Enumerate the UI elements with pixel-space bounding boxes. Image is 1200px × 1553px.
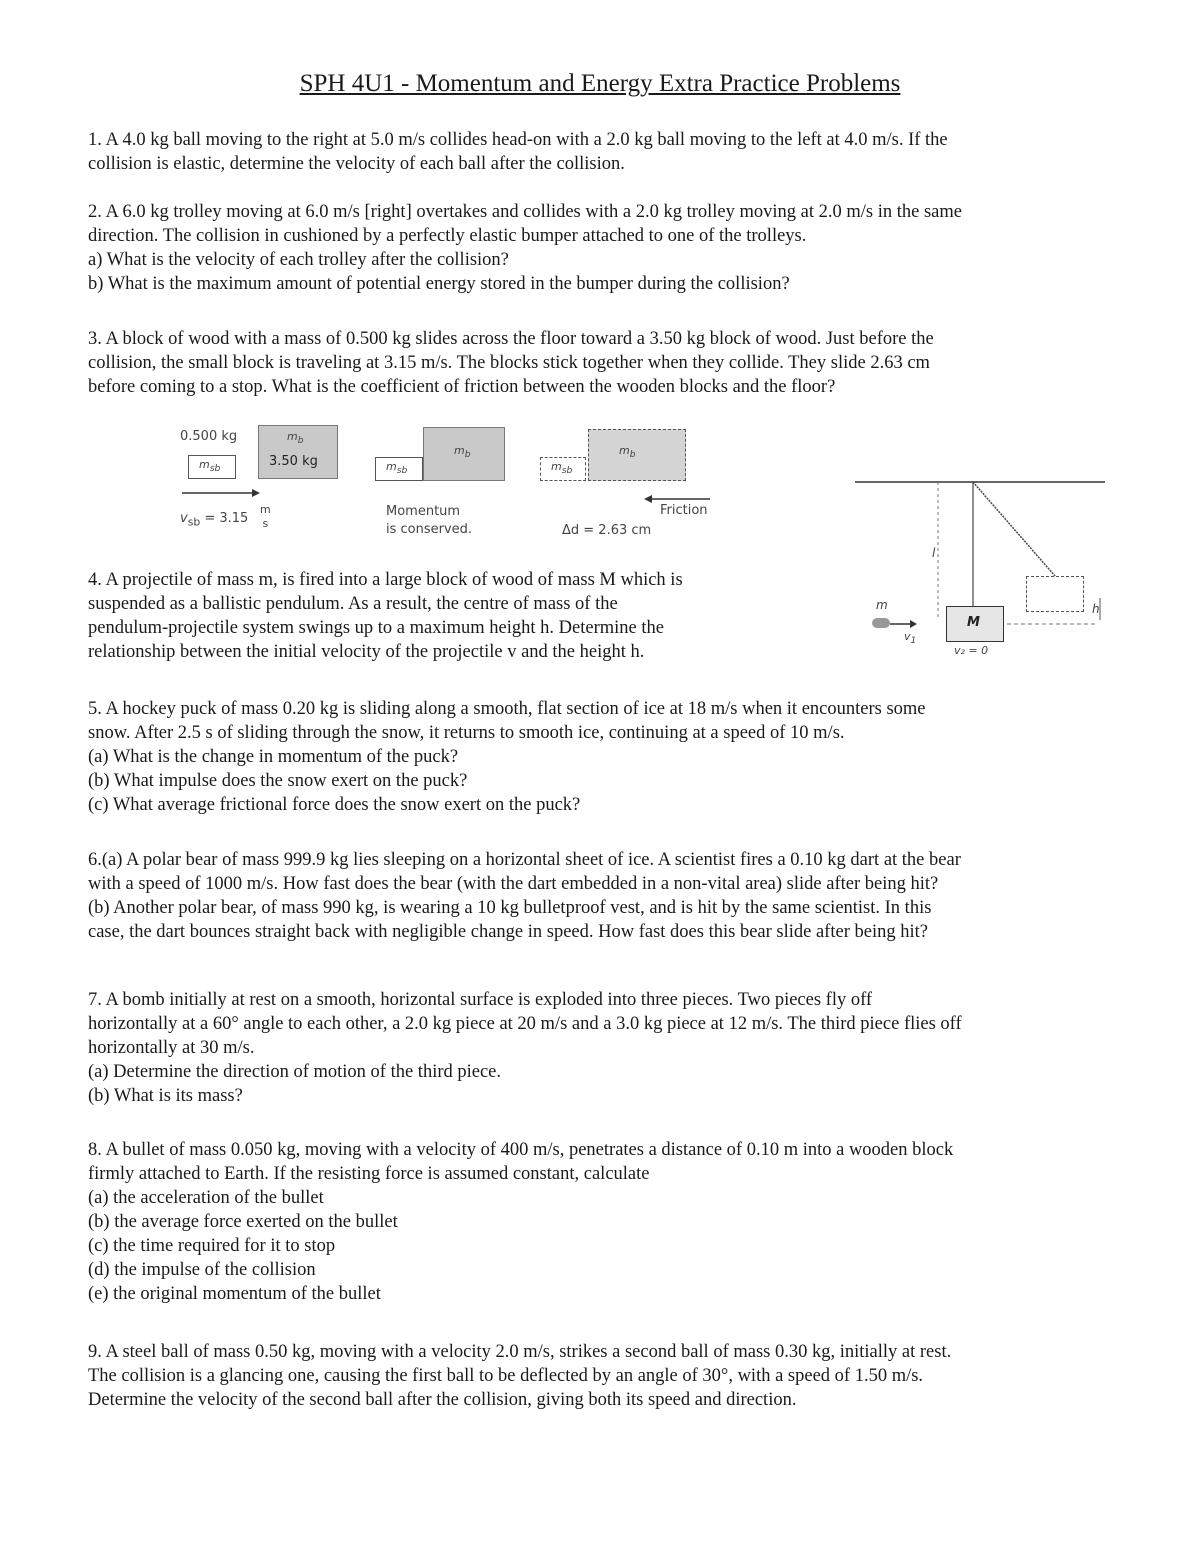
v2-label: v₂ = 0 — [954, 644, 989, 657]
problem-5-line: (a) What is the change in momentum of the puck? — [88, 747, 459, 767]
friction-arrowhead — [644, 495, 652, 503]
swung-string — [973, 482, 1055, 576]
ballistic-pendulum-diagram — [850, 470, 1110, 670]
length-label: l — [932, 546, 936, 560]
problem-6-line: 6.(a) A polar bear of mass 999.9 kg lies sleeping on a horizontal sheet of ice. A scientist fires a 0.10 kg dart at the bear — [88, 850, 961, 870]
problem-4-line: suspended as a ballistic pendulum. As a result, the centre of mass of the — [88, 594, 618, 614]
page-title: SPH 4U1 - Momentum and Energy Extra Practice Problems — [299, 70, 901, 97]
velocity-label: $v_{sb} = 3.15$ — [180, 511, 249, 529]
problem-4-line: relationship between the initial velocity of the projectile v and the height h. — [88, 642, 645, 662]
collision-diagram — [160, 415, 740, 555]
big-mass-m-label: M — [967, 615, 980, 630]
problem-9 — [88, 1340, 1128, 1412]
friction-label: Friction — [660, 503, 708, 518]
problem-8-line: firmly attached to Earth. If the resisting force is assumed constant, calculate — [88, 1164, 650, 1184]
problem-7-line: horizontally at a 60° angle to each other, a 2.0 kg piece at 20 m/s and a 3.0 kg piece at 12 m/s. The third piece flies off — [88, 1014, 962, 1034]
pendulum-block — [946, 606, 1004, 642]
problem-7-line: (b) What is its mass? — [88, 1086, 243, 1106]
problem-2 — [88, 200, 1128, 296]
small-mass-m-label: m — [876, 598, 888, 612]
problem-1 — [88, 128, 1128, 176]
small-block-label: $m_{sb}$ — [199, 458, 221, 475]
big-mass-label: 3.50 kg — [269, 454, 318, 469]
problem-8-line: (e) the original momentum of the bullet — [88, 1284, 381, 1304]
problem-3-line: before coming to a stop. What is the coefficient of friction between the wooden blocks and the floor? — [88, 377, 836, 397]
problem-2-line: b) What is the maximum amount of potential energy stored in the bumper during the collision? — [88, 274, 790, 294]
problem-6 — [88, 848, 1128, 944]
height-label: h — [1092, 602, 1100, 616]
problem-5-line: snow. After 2.5 s of sliding through the snow, it returns to smooth ice, continuing at a speed of 10 m/s. — [88, 723, 845, 743]
problem-6-line: case, the dart bounces straight back with negligible change in speed. How fast does this bear slide after being hit? — [88, 922, 928, 942]
problem-3-line: 3. A block of wood with a mass of 0.500 kg slides across the floor toward a 3.50 kg block of wood. Just before the — [88, 329, 934, 349]
pendulum-block-raised — [1026, 576, 1084, 612]
problem-7-line: 7. A bomb initially at rest on a smooth, horizontal surface is exploded into three pieces. Two pieces fly off — [88, 990, 873, 1010]
problem-1-line: 1. A 4.0 kg ball moving to the right at 5.0 m/s collides head-on with a 2.0 kg ball moving to the left at 4.0 m/s. If the — [88, 130, 948, 150]
distance-label: Δd = 2.63 cm — [562, 523, 652, 538]
momentum-label: Momentum is conserved. — [386, 504, 473, 537]
problem-7-line: (a) Determine the direction of motion of the third piece. — [88, 1062, 502, 1082]
problem-2-line: a) What is the velocity of each trolley after the collision? — [88, 250, 509, 270]
projectile-arrowhead — [910, 620, 917, 628]
problem-9-line: 9. A steel ball of mass 0.50 kg, moving with a velocity 2.0 m/s, strikes a second ball of mass 0.30 kg, initially at rest. — [88, 1342, 952, 1362]
problem-7-line: horizontally at 30 m/s. — [88, 1038, 255, 1058]
problem-2-line: direction. The collision in cushioned by a perfectly elastic bumper attached to one of the trolleys. — [88, 226, 807, 246]
problem-5-line: (c) What average frictional force does the snow exert on the puck? — [88, 795, 581, 815]
problem-8 — [88, 1138, 1128, 1306]
problem-8-line: (b) the average force exerted on the bullet — [88, 1212, 398, 1232]
velocity-arrowhead — [252, 489, 260, 497]
problem-4-line: pendulum-projectile system swings up to a maximum height h. Determine the — [88, 618, 664, 638]
v1-label: $v_1$ — [904, 630, 917, 647]
big-block-label: $m_b$ — [454, 444, 471, 461]
problem-3 — [88, 327, 1128, 399]
small-block-label: $m_{sb}$ — [551, 460, 573, 477]
problem-7 — [88, 988, 1128, 1108]
problem-2-line: 2. A 6.0 kg trolley moving at 6.0 m/s [right] overtakes and collides with a 2.0 kg trolley moving at 2.0 m/s in the same — [88, 202, 962, 222]
problem-9-line: Determine the velocity of the second ball after the collision, giving both its speed and direction. — [88, 1390, 797, 1410]
small-block-label: $m_{sb}$ — [386, 460, 408, 477]
problem-6-line: (b) Another polar bear, of mass 990 kg, is wearing a 10 kg bulletproof vest, and is hit by the same scientist. In this — [88, 898, 932, 918]
projectile — [872, 618, 890, 628]
problem-6-line: with a speed of 1000 m/s. How fast does the bear (with the dart embedded in a non-vital area) slide after being hit? — [88, 874, 939, 894]
small-mass-label: 0.500 kg — [180, 429, 238, 444]
problem-8-line: (a) the acceleration of the bullet — [88, 1188, 324, 1208]
problem-5-line: (b) What impulse does the snow exert on the puck? — [88, 771, 468, 791]
velocity-unit: m s — [260, 503, 271, 530]
problem-8-line: (d) the impulse of the collision — [88, 1260, 316, 1280]
big-block-label: $m_b$ — [619, 444, 636, 461]
problem-8-line: (c) the time required for it to stop — [88, 1236, 336, 1256]
problem-8-line: 8. A bullet of mass 0.050 kg, moving with a velocity of 400 m/s, penetrates a distance of 0.10 m into a wooden block — [88, 1140, 954, 1160]
problem-3-line: collision, the small block is traveling at 3.15 m/s. The blocks stick together when they collide. They slide 2.63 cm — [88, 353, 930, 373]
problem-9-line: The collision is a glancing one, causing the first ball to be deflected by an angle of 30°, with a speed of 1.50 m/s. — [88, 1366, 924, 1386]
problem-5 — [88, 697, 1128, 817]
problem-1-line: collision is elastic, determine the velocity of each ball after the collision. — [88, 154, 625, 174]
big-block-label: $m_b$ — [287, 430, 304, 447]
problem-4-line: 4. A projectile of mass m, is fired into a large block of wood of mass M which is — [88, 570, 683, 590]
problem-5-line: 5. A hockey puck of mass 0.20 kg is sliding along a smooth, flat section of ice at 18 m/s when it encounters some — [88, 699, 926, 719]
problem-4 — [88, 568, 808, 664]
